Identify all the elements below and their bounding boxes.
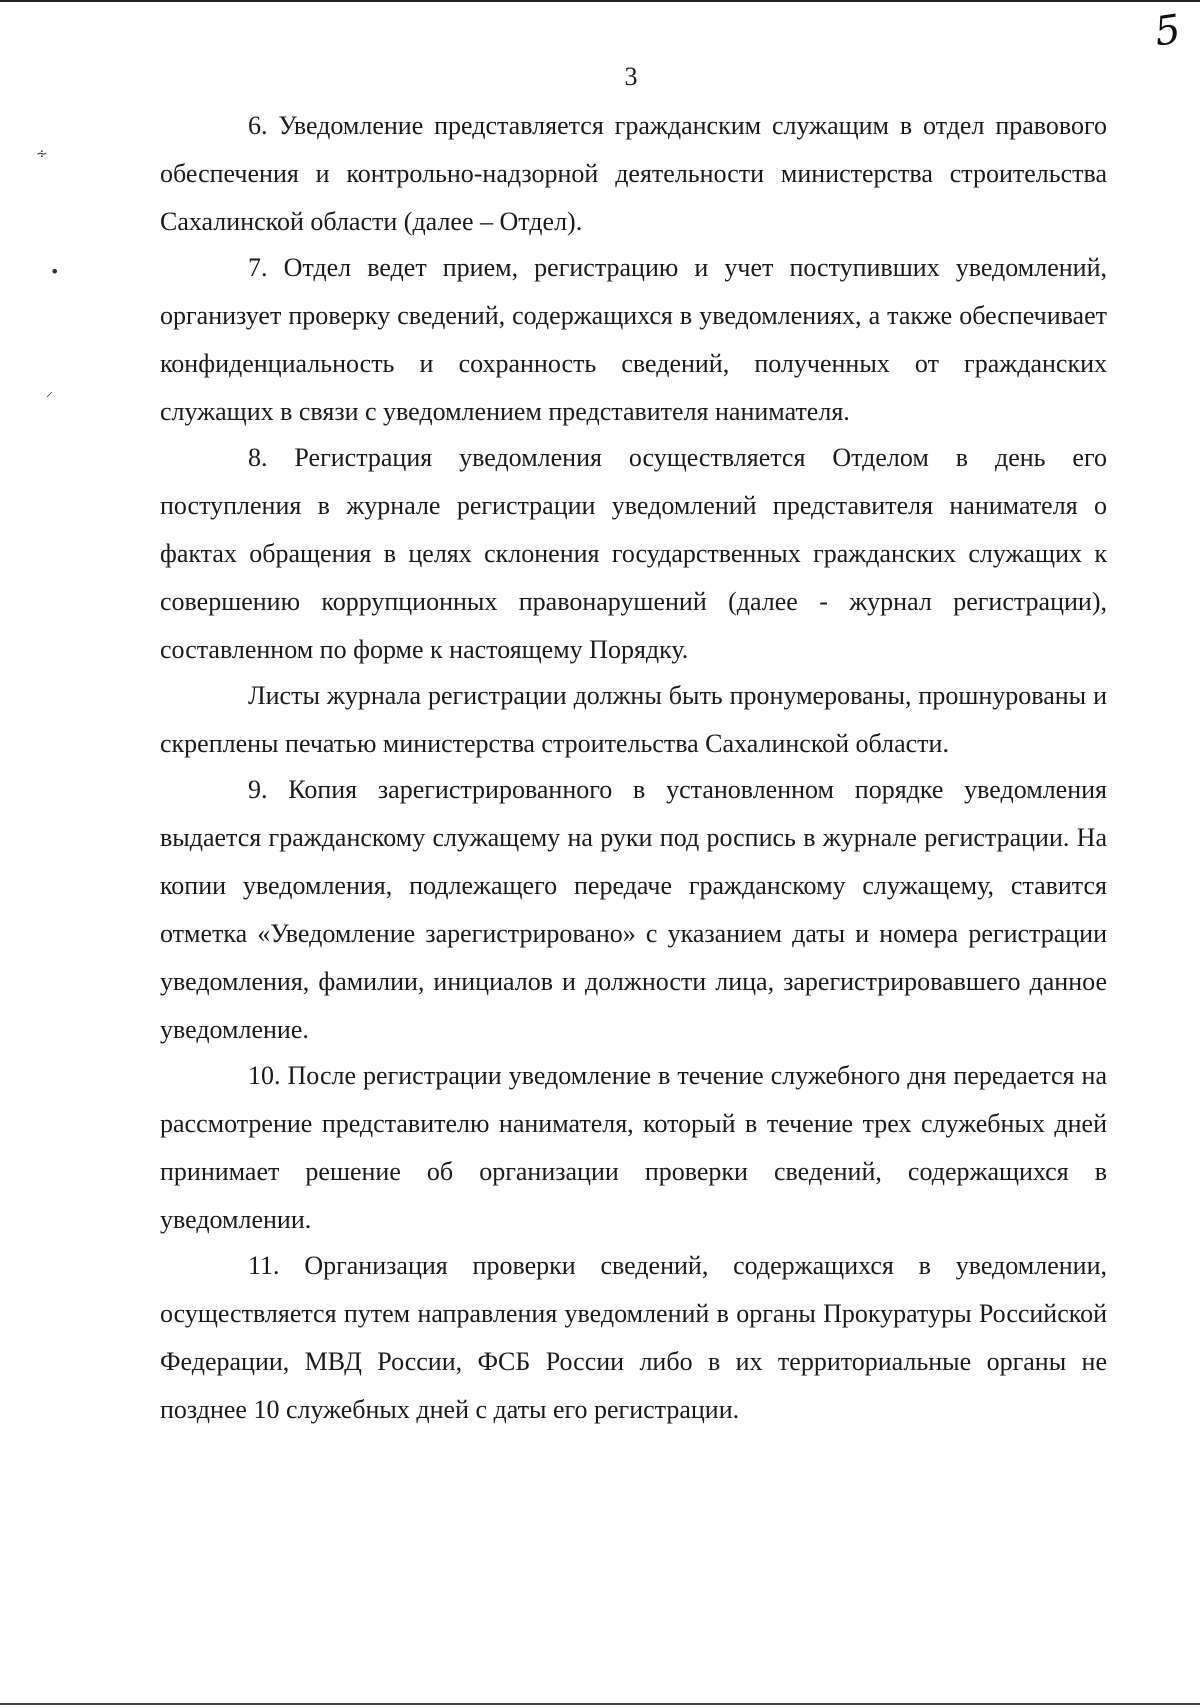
paragraph-8: 8. Регистрация уведомления осуществляется Отделом в день его поступления в журнале регистрации уведомлений представителя нанимателя о фактах обращения в целях склонения государственных гражданских служащих к совершению коррупционных правонарушений (далее - журнал регистрации), составленном по форме к настоящему Порядку. xyxy=(160,443,1107,664)
top-border-line xyxy=(0,0,1200,2)
paragraph-10: 10. После регистрации уведомление в течение служебного дня передается на рассмотрение представителю нанимателя, который в течение трех служебных дней принимает решение об организации проверки сведений, содержащихся в уведомлении. xyxy=(160,1061,1107,1234)
paragraph-11: 11. Организация проверки сведений, содержащихся в уведомлении, осуществляется путем направления уведомлений в органы Прокуратуры Российской Федерации, МВД России, ФСБ России либо в их территориальные органы не позднее 10 служебных дней с даты его регистрации. xyxy=(160,1251,1107,1424)
document-page: 5 3 ∻ • ⸝ 6. Уведомление представляется гражданским служащим в отдел правового обеспечения и контрольно-надзорной деятельности министерства строительства Сахалинской области (далее – Отдел). 7. Отдел ведет прием, регистрацию и учет поступивших уведомлений, организует проверку сведений, содержащихся в уведомлениях, а также обеспечивает конфиденциальность и сохранность сведений, полученных от гражданских служащих в связи с уведомлением представителя нанимателя. 8. Регистрация уведомления осуществляется Отделом в день его поступления в журнале регистрации уведомлений представителя нанимателя о фактах обращения в целях склонения государственных гражданских служащих к совершению коррупционных правонарушений (далее - журнал регистрации), составленном по форме к настоящему Порядку. Листы журнала регистрации должны быть пронумерованы, прошнурованы и скреплены печатью министерства строительства Сахалинской области. 9. Копия зарегистрированного в установленном порядке уведомления выдается гражданскому служащему на руки под роспись в журнале регистрации. На копии уведомления, подлежащего передаче гражданскому служащему, ставится отметка «Уведомление зарегистрировано» с указанием даты и номера регистрации уведомления, фамилии, инициалов и должности лица, зарегистрировавшего данное уведомление. 10. После регистрации уведомление в течение служебного дня передается на рассмотрение представителю нанимателя, который в течение трех служебных дней принимает решение об организации проверки сведений, содержащихся в уведомлении. 11. Организация проверки сведений, содержащихся в уведомлении, осуществляется путем направления уведомлений в органы Прокуратуры Российской Федерации, МВД России, ФСБ России либо в их территориальные органы не позднее 10 служебных дней с даты его регистрации. xyxy=(0,0,1200,1708)
paragraph-6: 6. Уведомление представляется гражданским служащим в отдел правового обеспечения и контрольно-надзорной деятельности министерства строительства Сахалинской области (далее – Отдел). xyxy=(160,111,1107,236)
document-body xyxy=(160,102,1107,1434)
paragraph-7: 7. Отдел ведет прием, регистрацию и учет поступивших уведомлений, организует проверку сведений, содержащихся в уведомлениях, а также обеспечивает конфиденциальность и сохранность сведений, полученных от гражданских служащих в связи с уведомлением представителя нанимателя. xyxy=(160,253,1107,426)
paragraph-journal-sheets: Листы журнала регистрации должны быть пронумерованы, прошнурованы и скреплены печатью министерства строительства Сахалинской области. xyxy=(160,681,1107,758)
paragraph-9: 9. Копия зарегистрированного в установленном порядке уведомления выдается гражданскому служащему на руки под роспись в журнале регистрации. На копии уведомления, подлежащего передаче гражданскому служащему, ставится отметка «Уведомление зарегистрировано» с указанием даты и номера регистрации уведомления, фамилии, инициалов и должности лица, зарегистрировавшего данное уведомление. xyxy=(160,775,1107,1044)
handwritten-page-mark: 5 xyxy=(1151,6,1184,56)
bottom-border-line xyxy=(0,1703,1200,1705)
page-number: 3 xyxy=(624,62,638,91)
